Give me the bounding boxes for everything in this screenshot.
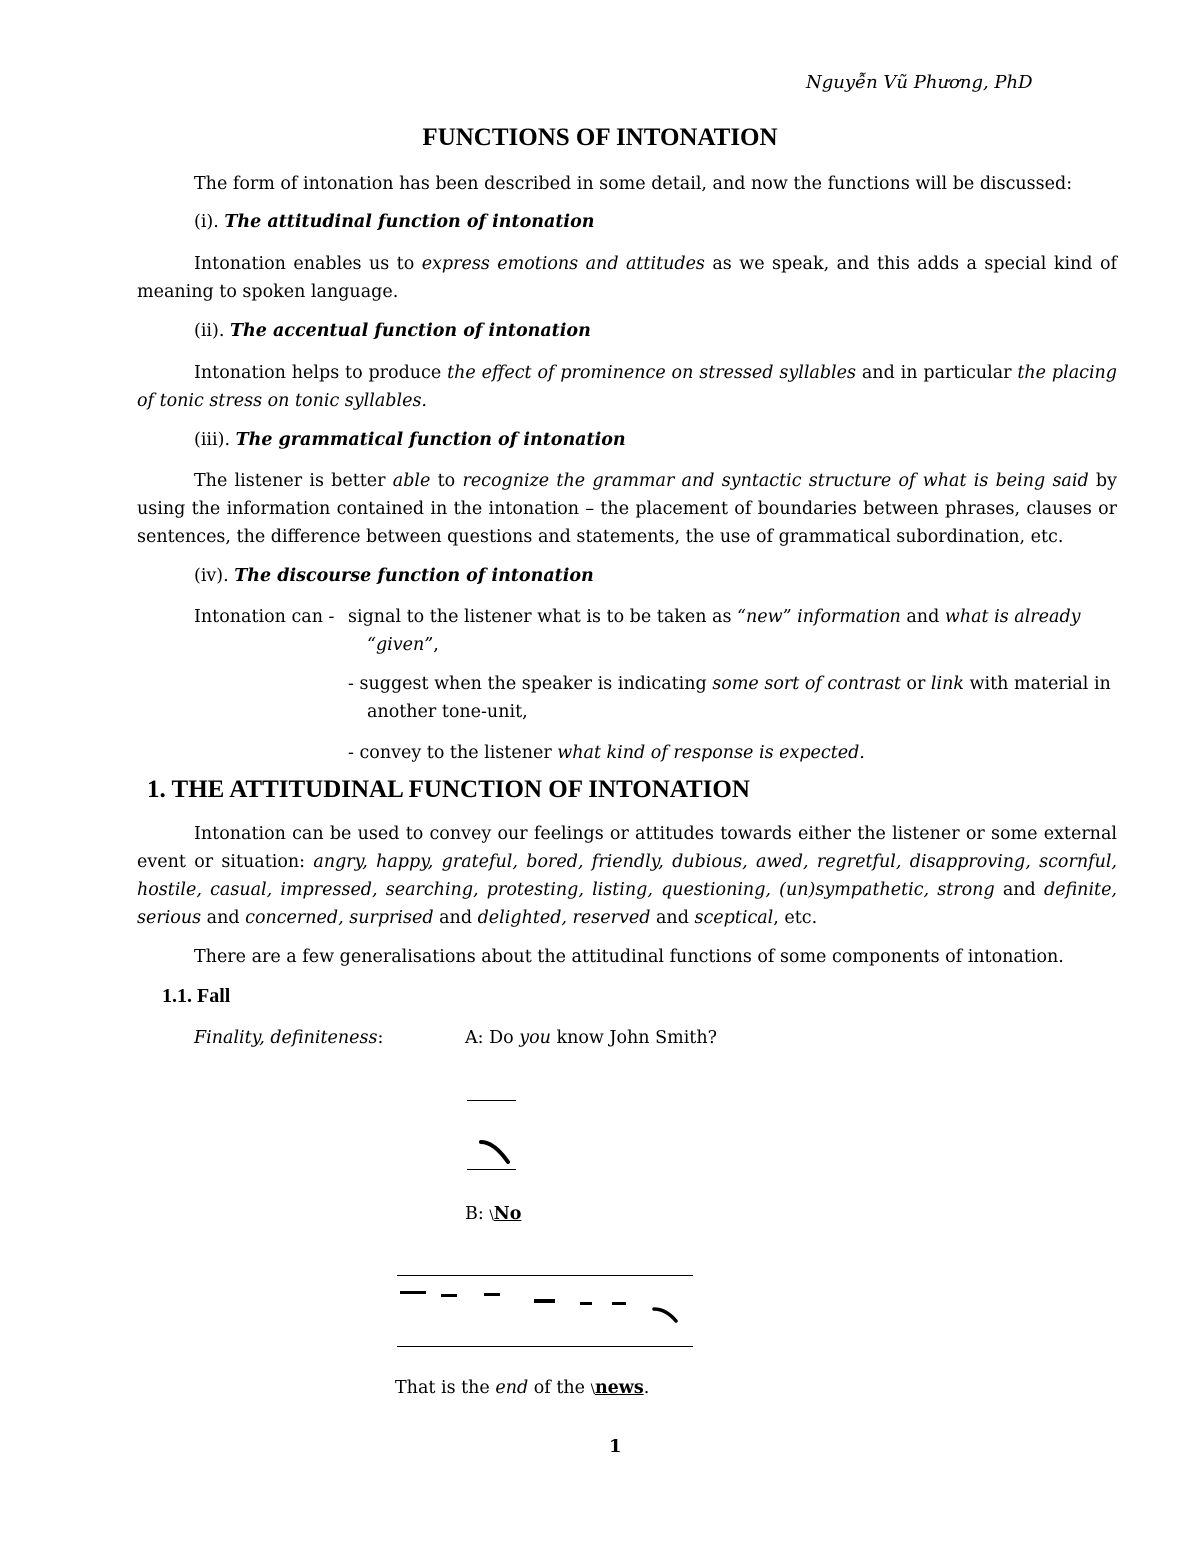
function-heading-i: (i). The attitudinal function of intonation bbox=[194, 212, 595, 232]
function-heading-ii: (ii). The accentual function of intonation bbox=[194, 321, 591, 341]
section-heading: 1. THE ATTITUDINAL FUNCTION OF INTONATION bbox=[147, 776, 750, 803]
discourse-item-2-cont: another tone-unit, bbox=[367, 702, 528, 722]
intro-paragraph: The form of intonation has been described in some detail, and now the functions will be discussed: bbox=[194, 174, 1073, 194]
function-heading-iv: (iv). The discourse function of intonation bbox=[194, 566, 594, 586]
section-paragraph-1: Intonation can be used to convey our feelings or attitudes towards either the listener or some external event or situation: angry, happy, grateful, bored, friendly, dubious, awed, regretful, disapproving, scornful, hostile, casual, impressed, searching, protesting, listing, questioning, (un)sympathetic, strong and definite, serious and concerned, surprised and delighted, reserved and sceptical, etc. bbox=[137, 824, 1117, 928]
pitch-dash bbox=[484, 1293, 500, 1296]
pitch-dash bbox=[612, 1302, 626, 1305]
author-name: Nguyễn Vũ Phương, PhD bbox=[806, 72, 1033, 93]
page-number: 1 bbox=[609, 1436, 622, 1457]
function-paragraph-ii: Intonation helps to produce the effect of prominence on stressed syllables and in particular the placing of tonic stress on tonic syllables. bbox=[137, 363, 1118, 411]
discourse-item-1-cont: “given”, bbox=[367, 635, 439, 655]
falling-tone-mark bbox=[478, 1138, 514, 1166]
discourse-item-2: - suggest when the speaker is indicating some sort of contrast or link with material in bbox=[348, 674, 1111, 694]
example-sentence: That is the end of the \news. bbox=[395, 1378, 650, 1398]
example-label: Finality, definiteness: bbox=[194, 1028, 384, 1048]
pitch-dash bbox=[534, 1299, 555, 1303]
discourse-item-1: signal to the listener what is to be taken as “new” information and what is already bbox=[348, 607, 1081, 627]
example-answer: B: \No bbox=[465, 1204, 522, 1224]
stave-top-line-2 bbox=[397, 1275, 693, 1276]
pitch-dash bbox=[441, 1294, 457, 1297]
page-title: FUNCTIONS OF INTONATION bbox=[422, 124, 778, 151]
pitch-dash bbox=[400, 1291, 426, 1294]
stave-bottom-line-2 bbox=[397, 1346, 693, 1347]
subsection-heading: 1.1. Fall bbox=[162, 985, 231, 1007]
section-paragraph-2: There are a few generalisations about the attitudinal functions of some components of intonation. bbox=[194, 947, 1064, 967]
example-question: A: Do you know John Smith? bbox=[465, 1028, 717, 1048]
fall-tone-symbol: \ bbox=[590, 1382, 595, 1397]
stave-top-line bbox=[467, 1100, 516, 1101]
discourse-item-3: - convey to the listener what kind of response is expected. bbox=[348, 743, 865, 763]
discourse-lead: Intonation can - bbox=[194, 607, 335, 627]
function-heading-iii: (iii). The grammatical function of intonation bbox=[194, 430, 626, 450]
stave-bottom-line bbox=[467, 1169, 516, 1170]
function-paragraph-i: Intonation enables us to express emotions and attitudes as we speak, and this adds a special kind of meaning to spoken language. bbox=[137, 254, 1117, 302]
falling-tone-mark bbox=[652, 1306, 680, 1326]
pitch-dash bbox=[580, 1302, 592, 1305]
fall-tone-symbol: \ bbox=[489, 1208, 494, 1223]
function-paragraph-iii: The listener is better able to recognize the grammar and syntactic structure of what is being said by using the information contained in the intonation – the placement of boundaries between phrases, clauses or sentences, the difference between questions and statements, the use of grammatical subordination, etc. bbox=[137, 471, 1118, 547]
